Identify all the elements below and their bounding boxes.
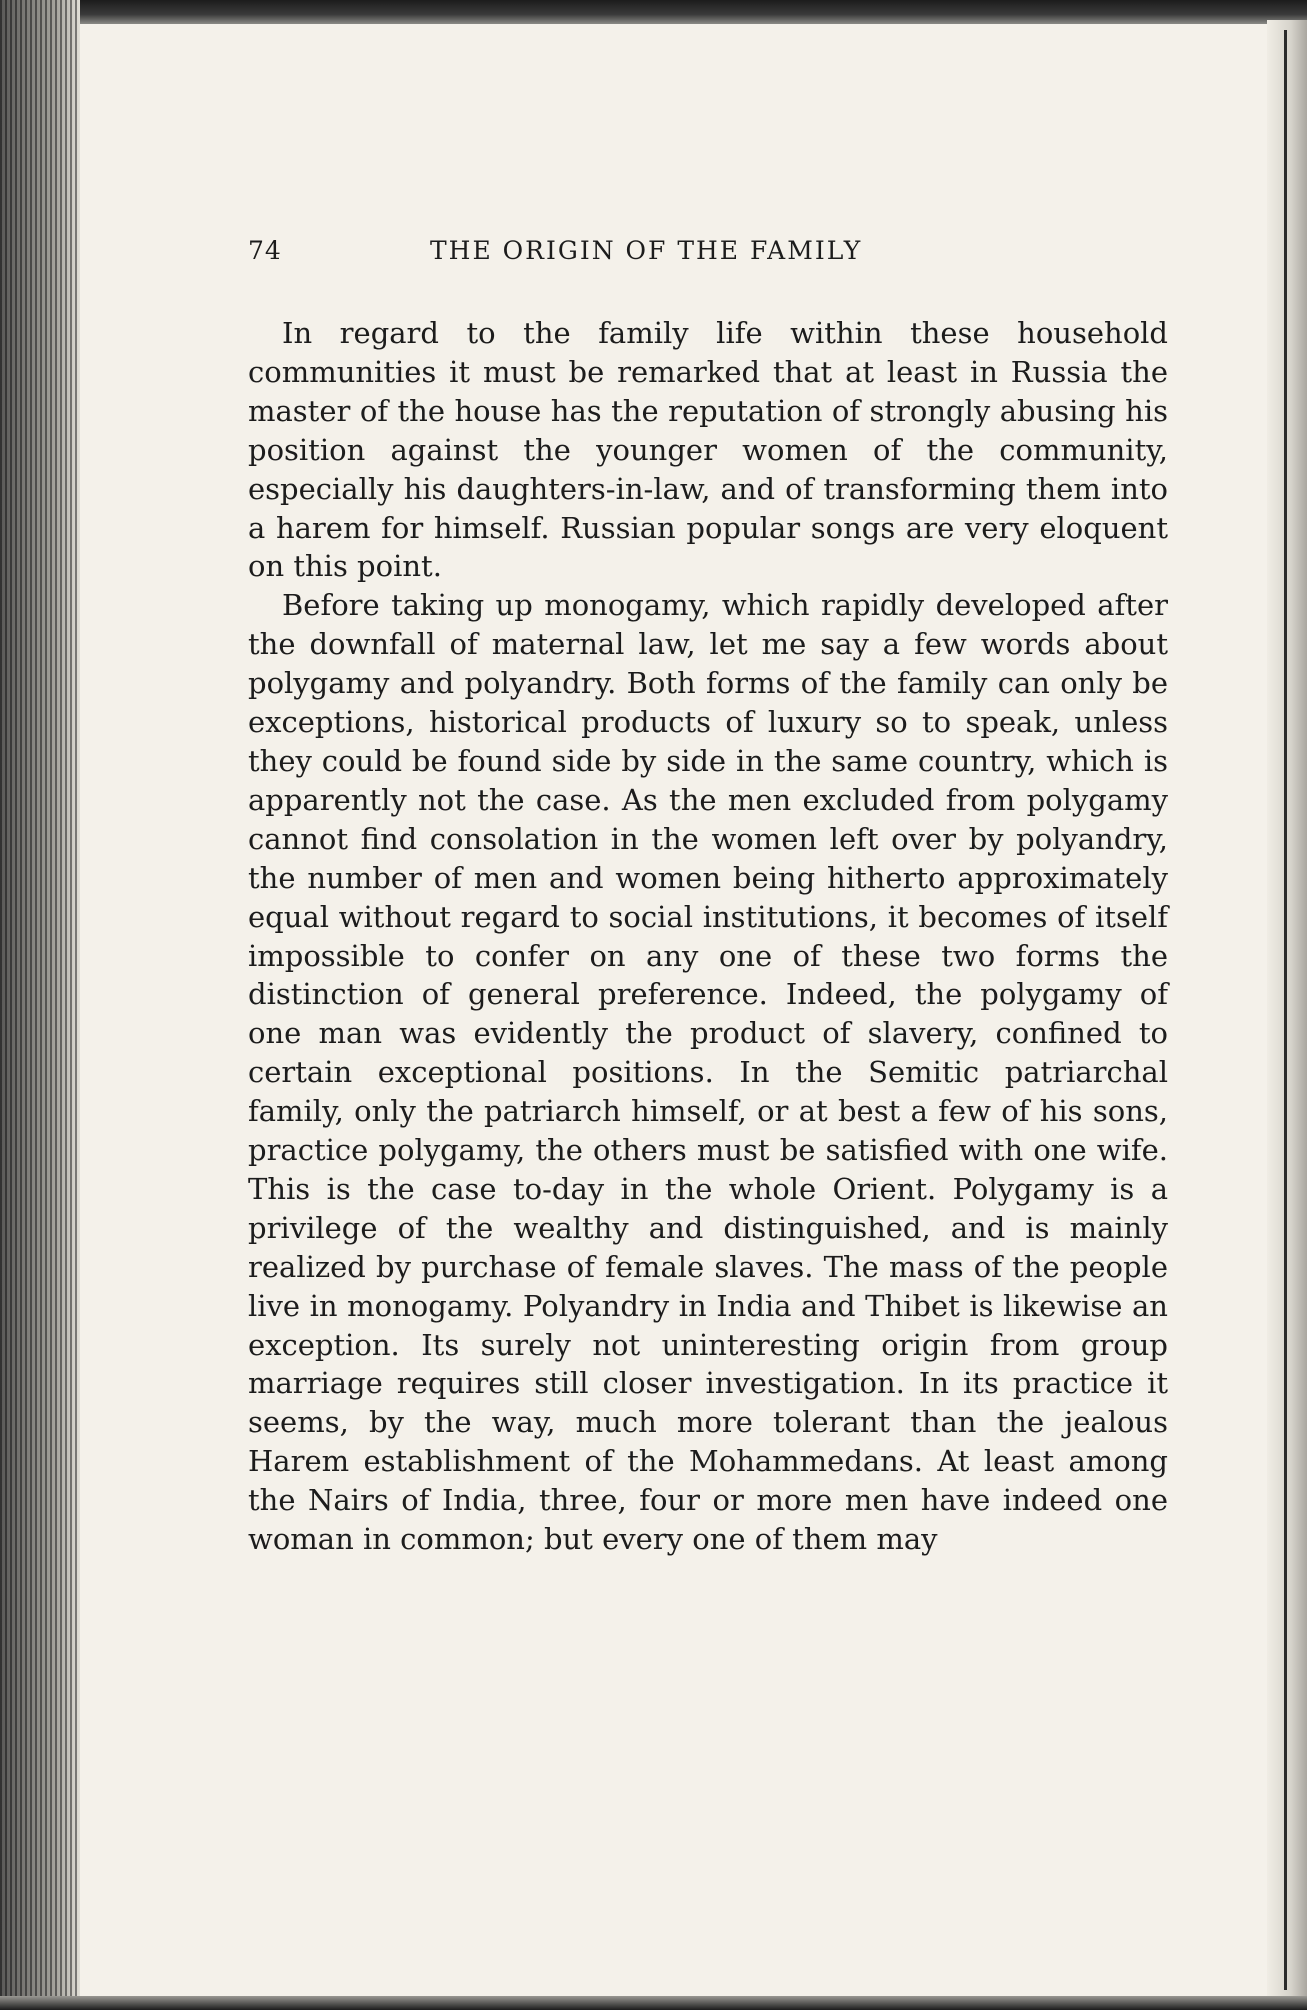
page-number: 74 — [248, 236, 282, 265]
paragraph: In regard to the family life within these household communities it must be remarked that at least in Russia the master of the house has the reputation of strongly abusing his position against the younger women of the community, especially his daughters-in-law, and of transforming them into a harem for himself. Russian popular songs are very eloquent on this point. — [248, 316, 1168, 584]
paragraph: Before taking up monogamy, which rapidly developed after the downfall of maternal law, let me say a few words about polygamy and polyandry. Both forms of the family can only be exceptions, historical products of luxury so to speak, unless they could be found side by side in the same country, which is apparently not the case. As the men excluded from polygamy cannot find consolation in the women left over by polyandry, the number of men and women being hitherto approximately equal without regard to social institutions, it becomes of itself impossible to confer on any one of these two forms the distinction of general preference. Indeed, the polygamy of one man was evidently the product of slavery, confined to certain exceptional positions. In the Semitic patriarchal family, only the patriarch himself, or at best a few of his sons, practice polygamy, the others must be satisfied with one wife. This is the case to-day in the whole Orient. Polygamy is a privilege of the wealthy and distinguished, and is mainly realized by purchase of female slaves. The mass of the people live in monogamy. Polyandry in India and Thibet is likewise an exception. Its surely not uninteresting origin from group marriage requires still closer investigation. In its practice it seems, by the way, much more tolerant than the jealous Harem establishment of the Mohammedans. At least among the Nairs of India, three, four or more men have indeed one woman in common; but every one of them may — [248, 588, 1168, 1557]
page-right-fringe — [1267, 20, 1307, 2000]
page-content — [248, 236, 1168, 1559]
page-edge-line — [1284, 30, 1287, 1990]
scan-top-edge — [0, 0, 1307, 24]
running-head — [248, 236, 1168, 276]
book-spine-gutter — [0, 0, 80, 2010]
running-head-title: THE ORIGIN OF THE FAMILY — [430, 236, 863, 265]
scan-bottom-edge — [0, 1996, 1307, 2010]
body-text — [248, 314, 1168, 1559]
